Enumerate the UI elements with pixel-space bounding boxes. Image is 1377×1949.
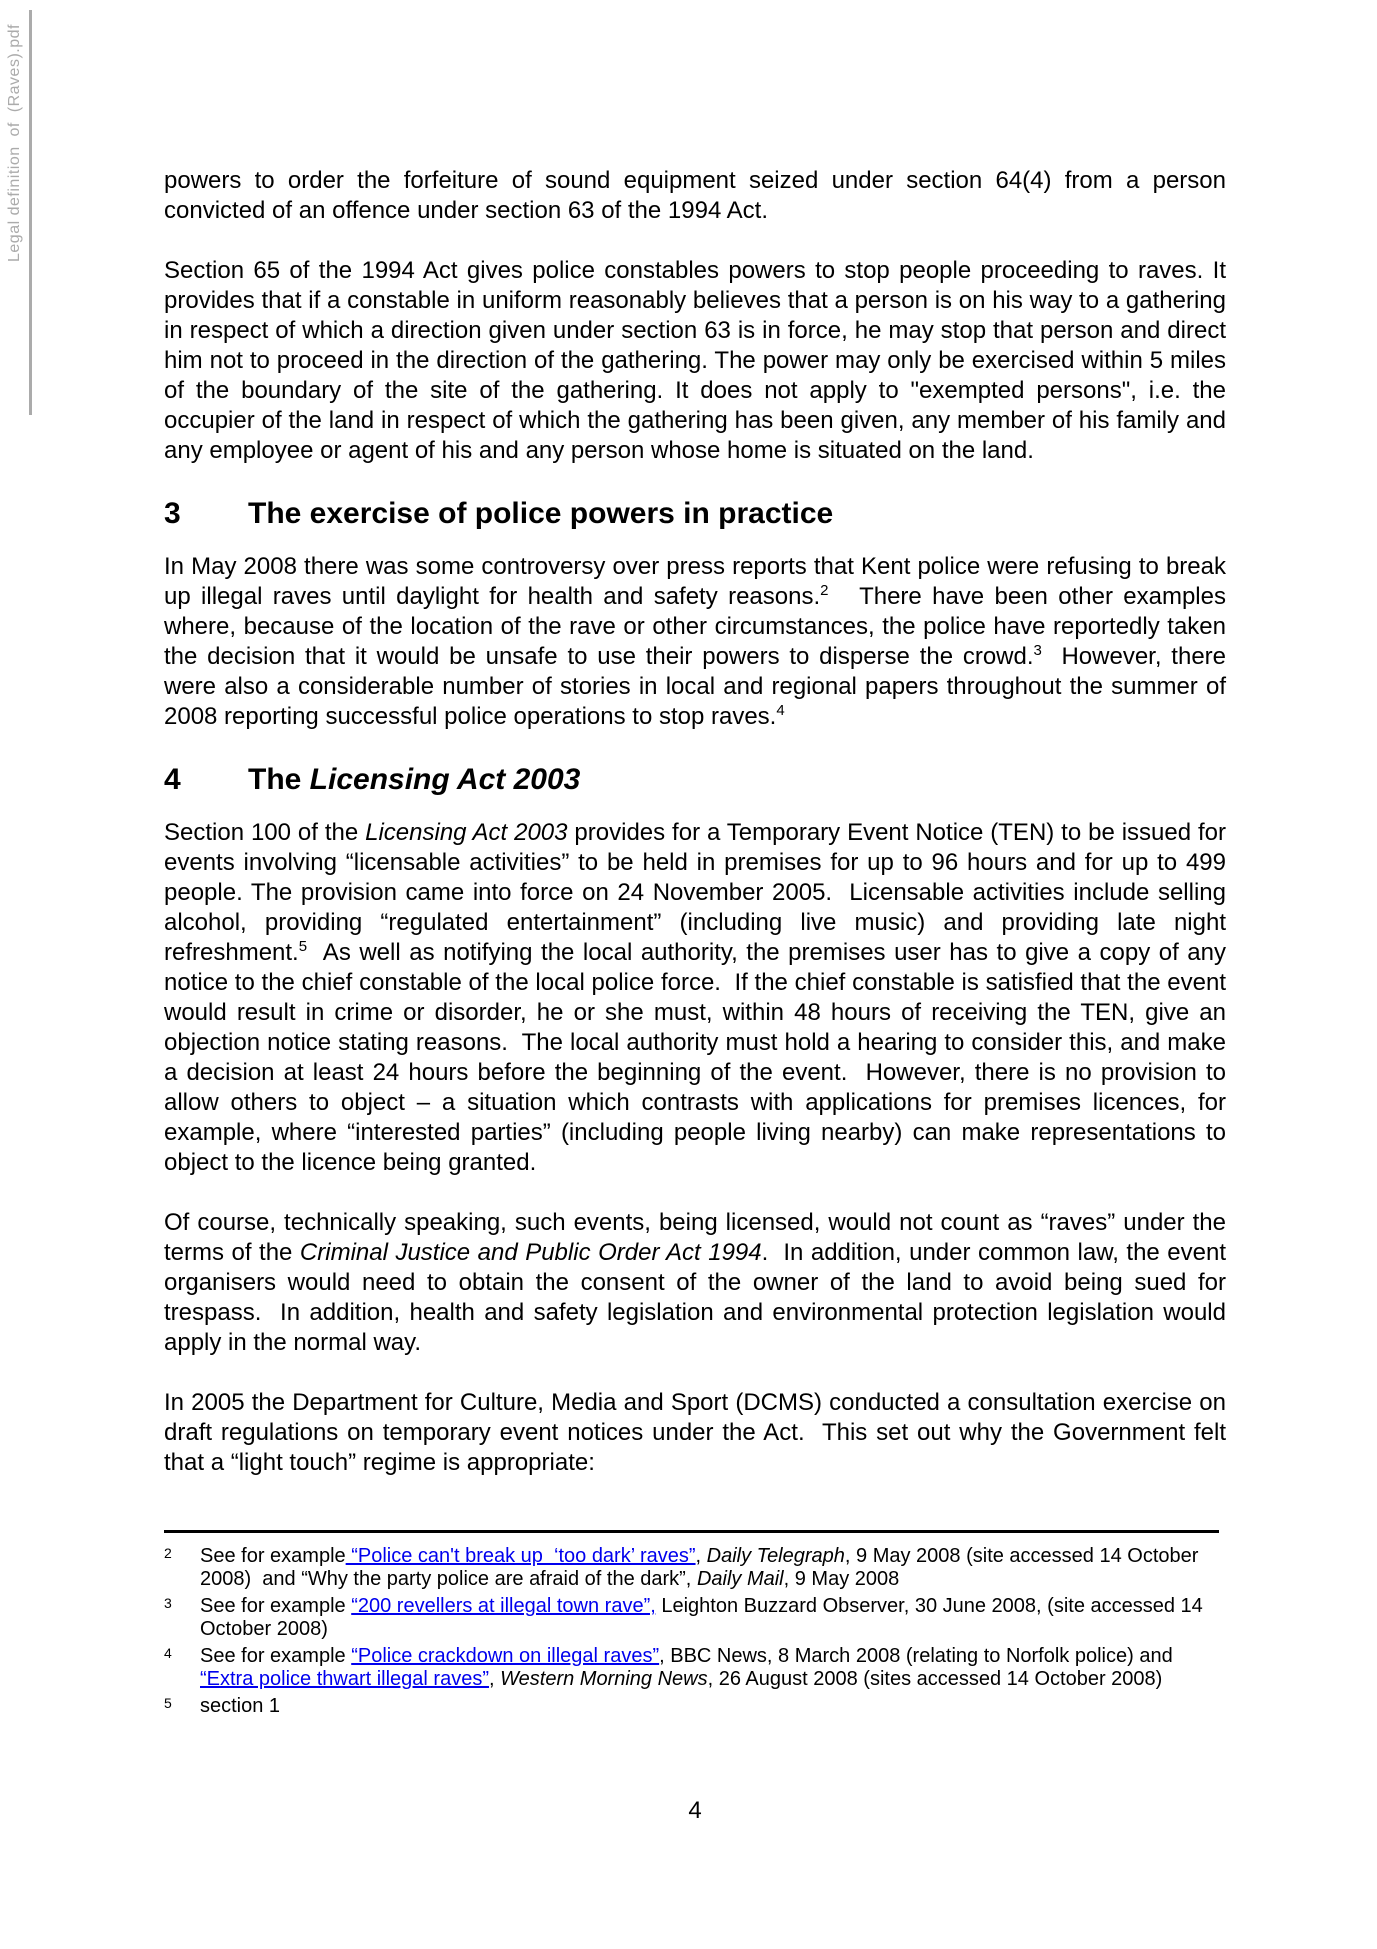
text-run: , 9 May 2008	[783, 1568, 900, 1590]
footnote-item	[164, 1595, 1226, 1641]
text-run: , BBC News, 8 March 2008 (relating to Norfolk police) and	[659, 1645, 1173, 1667]
text-run: There have been other examples where, because of the location of the rave or other circumstances, the police have reportedly taken the decision that it would be unsafe to use their powers to disperse the crowd.	[164, 583, 1226, 670]
footnote-item	[164, 1545, 1226, 1591]
footnote-reference-marker: 2	[820, 582, 829, 599]
text-run: In May 2008 there was some controversy over press reports that Kent police were refusing to break up illegal raves until daylight for health and safety reasons.	[164, 553, 1226, 610]
footnote-link[interactable]: “Extra police thwart illegal raves”	[200, 1668, 489, 1690]
footnote-text	[200, 1645, 1226, 1691]
section-number: 4	[164, 763, 181, 796]
text-run: In 2005 the Department for Culture, Media and Sport (DCMS) conducted a consultation exercise on draft regulations on temporary event notices under the Act. This set out why the Government felt that a “light touch” regime is appropriate:	[164, 1389, 1226, 1476]
footnote-item	[164, 1695, 1226, 1718]
footnotes-section	[164, 1545, 1226, 1722]
footnote-number: 5	[164, 1695, 172, 1711]
text-run: Leighton Buzzard Observer, 30 June 2008, (site accessed 14 October 2008)	[200, 1595, 1203, 1640]
footnote-link[interactable]: “200 revellers at illegal town rave”,	[351, 1595, 656, 1617]
footnote-link[interactable]: “Police can't break up ‘too dark’ raves”	[345, 1545, 696, 1567]
text-run: Section 100 of the	[164, 819, 366, 846]
footnote-number: 3	[164, 1595, 172, 1611]
text-run: ,	[489, 1668, 501, 1690]
page-number: 4	[688, 1797, 702, 1824]
footnote-item	[164, 1645, 1226, 1691]
document-body	[164, 166, 1226, 1508]
paragraph	[164, 1208, 1226, 1358]
paragraph	[164, 166, 1226, 226]
text-run: provides for a Temporary Event Notice (TEN) to be issued for events involving “licensable activities” to be held in premises for up to 96 hours and for up to 499 people. The provision came into force on 24 November 2005. Licensable activities include selling alcohol, providing “regulated entertainment” (including live music) and providing late night refreshment.	[164, 819, 1226, 966]
footnote-reference-marker: 5	[298, 938, 308, 955]
text-run: . In addition, under common law, the event organisers would need to obtain the consent of the owner of the land to avoid being sued for trespass. In addition, health and safety legislation and environmental protection legislation would apply in the normal way.	[164, 1239, 1226, 1356]
text-run: See for example	[200, 1545, 346, 1567]
section-heading	[164, 762, 1226, 798]
text-run: section 1	[200, 1695, 281, 1717]
text-run: ,	[695, 1545, 707, 1567]
footnote-text	[200, 1695, 1226, 1718]
text-run: The	[248, 763, 310, 796]
section-number: 3	[164, 497, 181, 530]
footnote-reference-marker: 4	[776, 702, 785, 719]
document-page	[164, 0, 1226, 1826]
text-run: See for example	[200, 1645, 352, 1667]
text-run: Daily Telegraph	[706, 1545, 845, 1567]
text-run: However, there were also a considerable number of stories in local and regional papers throughout the summer of 2008 reporting successful police operations to stop raves.	[164, 643, 1227, 730]
text-run: Western Morning News	[500, 1668, 708, 1690]
footnote-reference-marker: 3	[1033, 642, 1042, 659]
paragraph	[164, 256, 1226, 466]
footnote-number: 4	[164, 1645, 172, 1661]
text-run: As well as notifying the local authority, the premises user has to give a copy of any notice to the chief constable of the local police force. If the chief constable is satisfied that the event would result in crime or disorder, he or she must, within 48 hours of receiving the TEN, give an objection notice stating reasons. The local authority must hold a hearing to consider this, and make a decision at least 24 hours before the beginning of the event. However, there is no provision to allow others to object – a situation which contrasts with applications for premises licences, for example, where “interested parties” (including people living nearby) can make representations to object to the licence being granted.	[164, 939, 1226, 1176]
paragraph	[164, 818, 1226, 1178]
footnote-separator-line	[164, 1530, 1219, 1533]
footnote-text	[200, 1595, 1226, 1641]
text-run: Criminal Justice and Public Order Act 1994	[299, 1239, 762, 1266]
pdf-filename-vertical-label: Legal definition of (Raves).pdf	[6, 24, 23, 262]
footnote-text	[200, 1545, 1226, 1591]
section-heading	[164, 496, 1226, 532]
text-run: See for example	[200, 1595, 352, 1617]
text-run: Licensing Act 2003	[309, 763, 581, 796]
text-run: powers to order the forfeiture of sound equipment seized under section 64(4) from a person convicted of an offence under section 63 of the 1994 Act.	[164, 167, 1226, 224]
text-run: The exercise of police powers in practice	[248, 497, 834, 530]
text-run: , 9 May 2008 (site accessed 14 October 2008) and “Why the party police are afraid of the dark”,	[200, 1545, 1199, 1590]
text-run: Section 65 of the 1994 Act gives police constables powers to stop people proceeding to raves. It provides that if a constable in uniform reasonably believes that a person is on his way to a gathering in respect of which a direction given under section 63 is in force, he may stop that person and direct him not to proceed in the direction of the gathering. The power may only be exercised within 5 miles of the boundary of the site of the gathering. It does not apply to "exempted persons", i.e. the occupier of the land in respect of which the gathering has been given, any member of his family and any employee or agent of his and any person whose home is situated on the land.	[164, 257, 1226, 464]
sidebar-divider-line	[29, 10, 32, 415]
text-run: Licensing Act 2003	[365, 819, 568, 846]
text-run: Daily Mail	[696, 1568, 784, 1590]
footnote-number: 2	[164, 1545, 172, 1561]
section-title	[248, 497, 833, 530]
paragraph	[164, 1388, 1226, 1478]
footnote-link[interactable]: “Police crackdown on illegal raves”	[351, 1645, 660, 1667]
text-run: , 26 August 2008 (sites accessed 14 October 2008)	[707, 1668, 1163, 1690]
section-title	[248, 763, 580, 796]
text-run: Of course, technically speaking, such events, being licensed, would not count as “raves” under the terms of the	[164, 1209, 1226, 1266]
paragraph	[164, 552, 1226, 732]
